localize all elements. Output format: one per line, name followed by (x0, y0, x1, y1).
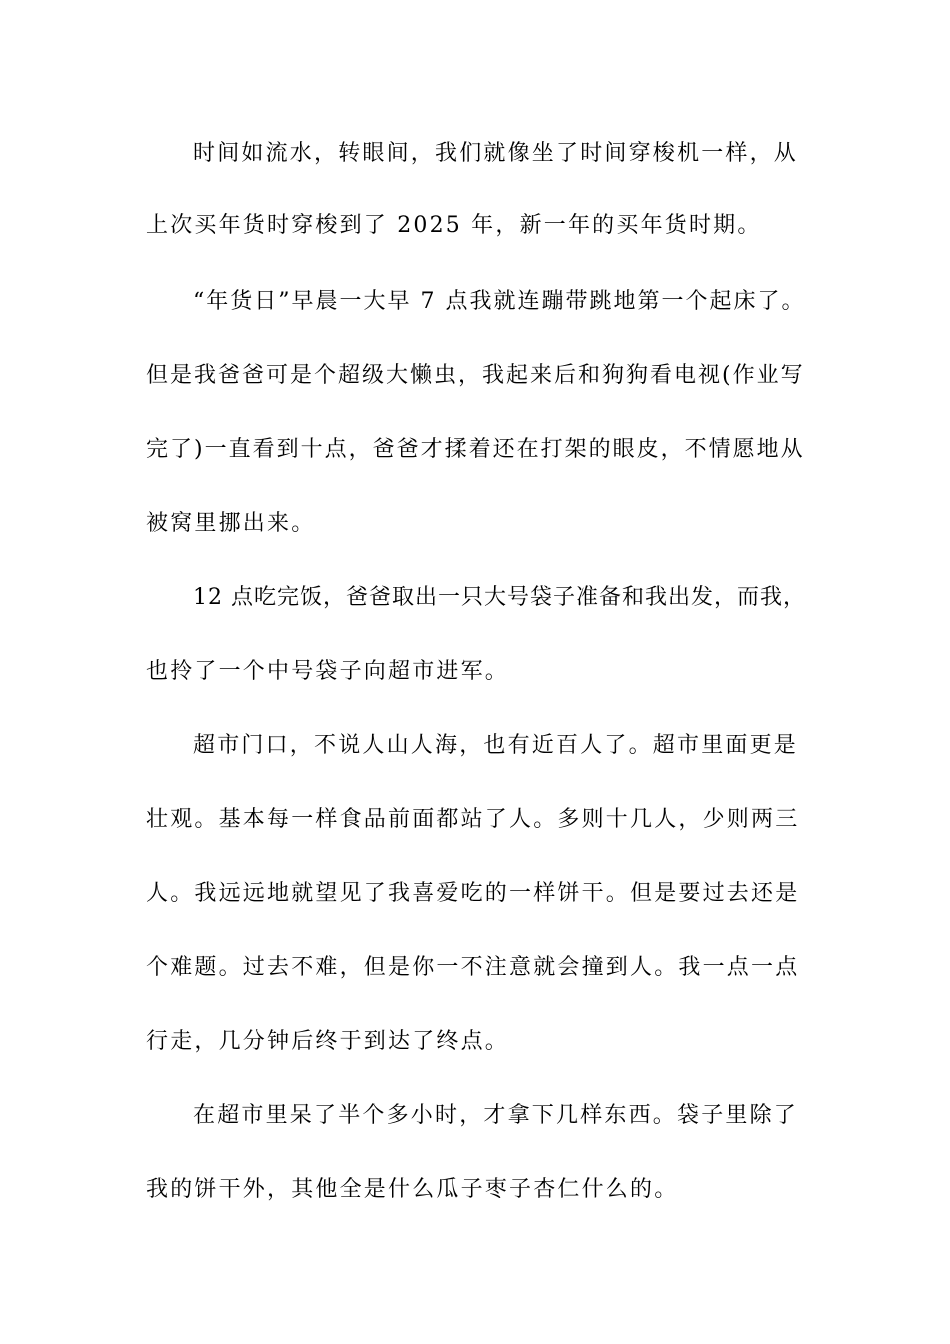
paragraph-2-line-4: 被窝里挪出来。 (146, 511, 316, 536)
paragraph-4-line-1: 超市门口，不说人山人海，也有近百人了。超市里面更是 (193, 733, 799, 758)
paragraph-4-line-5: 行走，几分钟后终于到达了终点。 (146, 1029, 510, 1054)
paragraph-5-line-1: 在超市里呆了半个多小时，才拿下几样东西。袋子里除了 (193, 1103, 799, 1128)
paragraph-4-line-4: 个难题。过去不难，但是你一不注意就会撞到人。我一点一点 (146, 955, 800, 980)
paragraph-2-line-3: 完了)一直看到十点，爸爸才揉着还在打架的眼皮，不情愿地从 (146, 437, 805, 462)
paragraph-5-line-2: 我的饼干外，其他全是什么瓜子枣子杏仁什么的。 (146, 1177, 679, 1202)
paragraph-3-line-1: 12 点吃完饭，爸爸取出一只大号袋子准备和我出发，而我， (193, 585, 806, 610)
paragraph-2-line-2: 但是我爸爸可是个超级大懒虫，我起来后和狗狗看电视(作业写 (146, 363, 805, 388)
paragraph-4-line-3: 人。我远远地就望见了我喜爱吃的一样饼干。但是要过去还是 (146, 881, 800, 906)
paragraph-2-line-1: “年货日”早晨一大早 7 点我就连蹦带跳地第一个起床了。 (193, 289, 806, 314)
paragraph-3-line-2: 也拎了一个中号袋子向超市进军。 (146, 659, 510, 684)
paragraph-1-line-2: 上次买年货时穿梭到了 2025 年，新一年的买年货时期。 (146, 213, 762, 238)
paragraph-4-line-2: 壮观。基本每一样食品前面都站了人。多则十几人，少则两三 (146, 807, 800, 832)
paragraph-1-line-1: 时间如流水，转眼间，我们就像坐了时间穿梭机一样，从 (193, 141, 799, 166)
